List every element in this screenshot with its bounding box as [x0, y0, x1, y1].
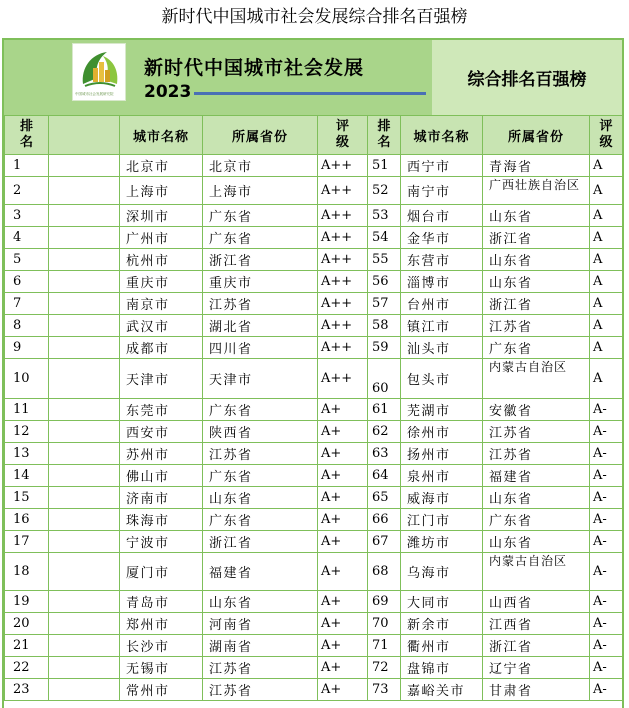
rank-cell: 66 — [368, 509, 401, 531]
province-cell: 湖北省 — [203, 315, 318, 337]
grade-cell: A++ — [318, 271, 368, 293]
rank-cell: 72 — [368, 657, 401, 679]
city-cell: 西宁市 — [401, 155, 483, 177]
blank-cell — [49, 657, 120, 679]
city-cell: 芜湖市 — [401, 399, 483, 421]
city-cell: 深圳市 — [120, 205, 203, 227]
province-cell: 浙江省 — [203, 531, 318, 553]
header-city-2: 城市名称 — [401, 116, 483, 155]
header-rank-label: 排 名 — [19, 119, 33, 150]
city-cell: 乌海市 — [401, 553, 483, 591]
province-cell: 河南省 — [203, 613, 318, 635]
grade-cell: A++ — [318, 249, 368, 271]
grade-cell: A — [590, 177, 623, 205]
city-cell: 西安市 — [120, 421, 203, 443]
ranking-frame — [2, 38, 624, 708]
province-cell: 山东省 — [483, 531, 590, 553]
grade-cell: A- — [590, 679, 623, 701]
rank-cell: 22 — [5, 657, 49, 679]
city-cell: 武汉市 — [120, 315, 203, 337]
rank-cell: 68 — [368, 553, 401, 591]
banner — [4, 40, 622, 115]
rank-cell: 61 — [368, 399, 401, 421]
header-rank-2 — [368, 116, 401, 155]
grade-cell: A- — [590, 399, 623, 421]
table-row — [5, 487, 623, 509]
grade-cell: A- — [590, 613, 623, 635]
table-row — [5, 531, 623, 553]
province-cell: 山东省 — [483, 271, 590, 293]
blank-cell — [49, 635, 120, 657]
header-province-2: 所属省份 — [483, 116, 590, 155]
province-cell: 广东省 — [203, 205, 318, 227]
rank-cell: 3 — [5, 205, 49, 227]
province-cell: 北京市 — [203, 155, 318, 177]
logo — [72, 43, 126, 101]
rank-cell: 55 — [368, 249, 401, 271]
table-row — [5, 591, 623, 613]
province-cell: 江苏省 — [203, 293, 318, 315]
province-cell: 陕西省 — [203, 421, 318, 443]
grade-cell: A+ — [318, 553, 368, 591]
city-cell: 衢州市 — [401, 635, 483, 657]
province-cell: 浙江省 — [203, 249, 318, 271]
city-cell: 潍坊市 — [401, 531, 483, 553]
province-cell: 浙江省 — [483, 227, 590, 249]
rank-cell: 65 — [368, 487, 401, 509]
city-cell: 厦门市 — [120, 553, 203, 591]
banner-subtitle-box — [432, 40, 622, 115]
blank-cell — [49, 227, 120, 249]
province-cell: 浙江省 — [483, 293, 590, 315]
grade-cell: A- — [590, 465, 623, 487]
grade-cell: A- — [590, 421, 623, 443]
rank-cell: 2 — [5, 177, 49, 205]
grade-cell: A+ — [318, 443, 368, 465]
province-cell: 福建省 — [203, 553, 318, 591]
blank-cell — [49, 399, 120, 421]
city-cell: 南京市 — [120, 293, 203, 315]
province-cell: 甘肃省 — [483, 679, 590, 701]
province-cell: 福建省 — [483, 465, 590, 487]
city-cell: 扬州市 — [401, 443, 483, 465]
city-cell: 包头市 — [401, 359, 483, 399]
grade-cell: A+ — [318, 531, 368, 553]
city-cell: 杭州市 — [120, 249, 203, 271]
rank-cell: 59 — [368, 337, 401, 359]
rank-cell: 7 — [5, 293, 49, 315]
province-cell: 江苏省 — [483, 315, 590, 337]
rank-cell: 9 — [5, 337, 49, 359]
table-row — [5, 443, 623, 465]
province-cell: 广东省 — [203, 399, 318, 421]
city-cell: 东莞市 — [120, 399, 203, 421]
table-row — [5, 421, 623, 443]
grade-cell: A- — [590, 591, 623, 613]
rank-cell: 4 — [5, 227, 49, 249]
city-cell: 东营市 — [401, 249, 483, 271]
city-cell: 烟台市 — [401, 205, 483, 227]
province-cell: 江苏省 — [203, 679, 318, 701]
rank-cell: 15 — [5, 487, 49, 509]
province-cell: 青海省 — [483, 155, 590, 177]
grade-cell: A+ — [318, 591, 368, 613]
province-cell: 广东省 — [203, 509, 318, 531]
grade-cell: A++ — [318, 177, 368, 205]
blank-cell — [49, 613, 120, 635]
blank-cell — [49, 359, 120, 399]
table-row — [5, 271, 623, 293]
table-row — [5, 657, 623, 679]
city-cell: 郑州市 — [120, 613, 203, 635]
table-row — [5, 337, 623, 359]
table-row — [5, 155, 623, 177]
grade-cell: A++ — [318, 155, 368, 177]
rank-cell: 17 — [5, 531, 49, 553]
city-cell: 南宁市 — [401, 177, 483, 205]
province-cell: 湖南省 — [203, 635, 318, 657]
document-title: 新时代中国城市社会发展综合排名百强榜 — [161, 7, 468, 27]
grade-cell: A+ — [318, 509, 368, 531]
grade-cell: A+ — [318, 657, 368, 679]
table-row — [5, 177, 623, 205]
blank-cell — [49, 177, 120, 205]
province-cell: 广东省 — [483, 337, 590, 359]
city-cell: 盘锦市 — [401, 657, 483, 679]
province-cell: 山东省 — [203, 487, 318, 509]
rank-cell: 69 — [368, 591, 401, 613]
rank-cell: 58 — [368, 315, 401, 337]
grade-cell: A+ — [318, 399, 368, 421]
city-cell: 金华市 — [401, 227, 483, 249]
province-cell: 山东省 — [203, 591, 318, 613]
banner-year: 2023 — [144, 82, 192, 102]
rank-cell: 51 — [368, 155, 401, 177]
province-cell: 辽宁省 — [483, 657, 590, 679]
table-row — [5, 465, 623, 487]
table-row — [5, 553, 623, 591]
table-row — [5, 635, 623, 657]
rank-cell: 63 — [368, 443, 401, 465]
city-cell: 徐州市 — [401, 421, 483, 443]
city-cell: 宁波市 — [120, 531, 203, 553]
province-cell: 山西省 — [483, 591, 590, 613]
blank-cell — [49, 249, 120, 271]
grade-cell: A++ — [318, 293, 368, 315]
rank-cell: 5 — [5, 249, 49, 271]
grade-cell: A- — [590, 531, 623, 553]
header-city: 城市名称 — [120, 116, 203, 155]
city-cell: 嘉峪关市 — [401, 679, 483, 701]
grade-cell: A- — [590, 509, 623, 531]
table-row — [5, 249, 623, 271]
blank-cell — [49, 553, 120, 591]
header-grade — [318, 116, 368, 155]
rank-cell: 53 — [368, 205, 401, 227]
grade-cell: A- — [590, 657, 623, 679]
rank-cell: 19 — [5, 591, 49, 613]
province-cell: 广东省 — [483, 509, 590, 531]
table-row — [5, 509, 623, 531]
rank-cell: 56 — [368, 271, 401, 293]
province-cell: 江苏省 — [483, 421, 590, 443]
city-cell: 江门市 — [401, 509, 483, 531]
city-cell: 成都市 — [120, 337, 203, 359]
rank-cell: 18 — [5, 553, 49, 591]
city-cell: 佛山市 — [120, 465, 203, 487]
header-province: 所属省份 — [203, 116, 318, 155]
grade-cell: A+ — [318, 635, 368, 657]
rank-cell: 16 — [5, 509, 49, 531]
city-cell: 泉州市 — [401, 465, 483, 487]
rank-cell: 54 — [368, 227, 401, 249]
rank-cell: 52 — [368, 177, 401, 205]
city-cell: 大同市 — [401, 591, 483, 613]
city-cell: 重庆市 — [120, 271, 203, 293]
city-cell: 天津市 — [120, 359, 203, 399]
header-grade-2-label: 评 级 — [599, 119, 613, 150]
blank-cell — [49, 315, 120, 337]
grade-cell: A++ — [318, 227, 368, 249]
city-cell: 济南市 — [120, 487, 203, 509]
ranking-table — [4, 115, 623, 701]
city-cell: 珠海市 — [120, 509, 203, 531]
grade-cell: A++ — [318, 359, 368, 399]
city-cell: 上海市 — [120, 177, 203, 205]
table-row — [5, 227, 623, 249]
rank-cell: 73 — [368, 679, 401, 701]
city-cell: 常州市 — [120, 679, 203, 701]
blank-cell — [49, 591, 120, 613]
province-cell: 山东省 — [483, 205, 590, 227]
header-grade-label: 评 级 — [335, 119, 349, 150]
province-cell: 上海市 — [203, 177, 318, 205]
grade-cell: A- — [590, 443, 623, 465]
rank-cell: 57 — [368, 293, 401, 315]
province-cell: 江苏省 — [203, 443, 318, 465]
rank-cell: 6 — [5, 271, 49, 293]
province-cell: 江苏省 — [203, 657, 318, 679]
city-cell: 长沙市 — [120, 635, 203, 657]
province-cell: 广东省 — [203, 465, 318, 487]
rank-cell: 13 — [5, 443, 49, 465]
blank-cell — [49, 337, 120, 359]
blank-cell — [49, 509, 120, 531]
rank-cell: 12 — [5, 421, 49, 443]
table-row — [5, 315, 623, 337]
grade-cell: A+ — [318, 679, 368, 701]
banner-divider — [194, 92, 426, 95]
banner-subtitle: 综合排名百强榜 — [467, 70, 587, 90]
grade-cell: A — [590, 249, 623, 271]
city-cell: 苏州市 — [120, 443, 203, 465]
blank-cell — [49, 443, 120, 465]
logo-caption: 中国城市社会发展研究院 — [75, 92, 114, 96]
grade-cell: A+ — [318, 487, 368, 509]
city-cell: 威海市 — [401, 487, 483, 509]
grade-cell: A+ — [318, 465, 368, 487]
grade-cell: A++ — [318, 205, 368, 227]
grade-cell: A — [590, 293, 623, 315]
city-cell: 新余市 — [401, 613, 483, 635]
header-rank-2-label: 排 名 — [377, 119, 391, 150]
rank-cell: 70 — [368, 613, 401, 635]
province-cell: 浙江省 — [483, 635, 590, 657]
city-cell: 台州市 — [401, 293, 483, 315]
table-row — [5, 613, 623, 635]
province-cell: 江西省 — [483, 613, 590, 635]
city-cell: 汕头市 — [401, 337, 483, 359]
rank-cell: 8 — [5, 315, 49, 337]
rank-cell: 60 — [368, 359, 401, 399]
table-row — [5, 679, 623, 701]
blank-cell — [49, 679, 120, 701]
grade-cell: A+ — [318, 613, 368, 635]
blank-cell — [49, 487, 120, 509]
blank-cell — [49, 205, 120, 227]
city-logo-icon — [73, 44, 126, 92]
blank-cell — [49, 293, 120, 315]
rank-cell: 23 — [5, 679, 49, 701]
blank-cell — [49, 421, 120, 443]
rank-cell: 20 — [5, 613, 49, 635]
grade-cell: A — [590, 205, 623, 227]
grade-cell: A — [590, 155, 623, 177]
grade-cell: A- — [590, 635, 623, 657]
grade-cell: A- — [590, 553, 623, 591]
table-header-row — [5, 116, 623, 155]
rank-cell: 64 — [368, 465, 401, 487]
rank-cell: 1 — [5, 155, 49, 177]
grade-cell: A — [590, 337, 623, 359]
rank-cell: 14 — [5, 465, 49, 487]
rank-cell: 11 — [5, 399, 49, 421]
grade-cell: A++ — [318, 337, 368, 359]
province-cell: 山东省 — [483, 487, 590, 509]
province-cell: 广东省 — [203, 227, 318, 249]
city-cell: 淄博市 — [401, 271, 483, 293]
banner-title: 新时代中国城市社会发展 — [144, 57, 365, 79]
city-cell: 青岛市 — [120, 591, 203, 613]
grade-cell: A- — [590, 487, 623, 509]
rank-cell: 62 — [368, 421, 401, 443]
rank-cell: 67 — [368, 531, 401, 553]
province-cell: 山东省 — [483, 249, 590, 271]
city-cell: 北京市 — [120, 155, 203, 177]
province-cell: 江苏省 — [483, 443, 590, 465]
city-cell: 镇江市 — [401, 315, 483, 337]
rank-cell: 10 — [5, 359, 49, 399]
header-blank — [49, 116, 120, 155]
header-grade-2 — [590, 116, 623, 155]
province-cell: 广西壮族自治区 — [483, 177, 590, 205]
city-cell: 广州市 — [120, 227, 203, 249]
blank-cell — [49, 155, 120, 177]
blank-cell — [49, 531, 120, 553]
province-cell: 四川省 — [203, 337, 318, 359]
province-cell: 重庆市 — [203, 271, 318, 293]
city-cell: 无锡市 — [120, 657, 203, 679]
province-cell: 内蒙古自治区 — [483, 359, 590, 399]
table-row — [5, 399, 623, 421]
rank-cell: 21 — [5, 635, 49, 657]
table-row — [5, 205, 623, 227]
grade-cell: A — [590, 359, 623, 399]
grade-cell: A++ — [318, 315, 368, 337]
grade-cell: A — [590, 271, 623, 293]
province-cell: 内蒙古自治区 — [483, 553, 590, 591]
rank-cell: 71 — [368, 635, 401, 657]
blank-cell — [49, 271, 120, 293]
province-cell: 安徽省 — [483, 399, 590, 421]
province-cell: 天津市 — [203, 359, 318, 399]
table-row — [5, 293, 623, 315]
grade-cell: A+ — [318, 421, 368, 443]
table-row — [5, 359, 623, 399]
grade-cell: A — [590, 315, 623, 337]
header-rank — [5, 116, 49, 155]
grade-cell: A — [590, 227, 623, 249]
blank-cell — [49, 465, 120, 487]
